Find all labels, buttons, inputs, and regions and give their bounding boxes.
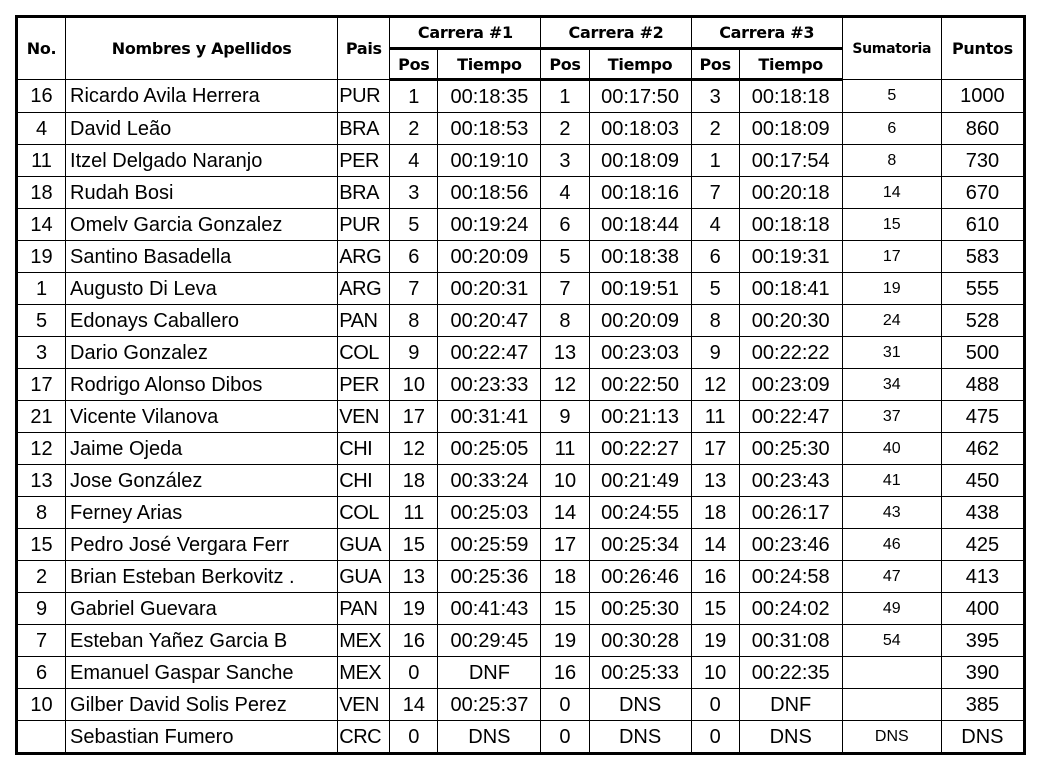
- header-points: Puntos: [941, 17, 1024, 80]
- cell-name: Esteban Yañez Garcia B: [66, 625, 338, 657]
- cell-race-1-pos: 5: [390, 209, 438, 241]
- cell-points: 400: [941, 593, 1024, 625]
- cell-race-1-pos: 13: [390, 561, 438, 593]
- cell-name: David Leão: [66, 113, 338, 145]
- cell-race-3-pos: 7: [691, 177, 739, 209]
- cell-no: 14: [17, 209, 66, 241]
- header-race-1: Carrera #1: [390, 17, 541, 49]
- header-no: No.: [17, 17, 66, 80]
- cell-race-3-pos: 10: [691, 657, 739, 689]
- cell-race-1-time: 00:25:36: [438, 561, 541, 593]
- cell-race-2-time: 00:18:44: [589, 209, 691, 241]
- cell-race-3-time: 00:23:09: [739, 369, 842, 401]
- cell-sum: 43: [842, 497, 941, 529]
- cell-race-2-time: 00:25:30: [589, 593, 691, 625]
- cell-country: MEX: [338, 657, 390, 689]
- cell-race-2-time: DNS: [589, 689, 691, 721]
- header-race-2: Carrera #2: [541, 17, 691, 49]
- header-name: Nombres y Apellidos: [66, 17, 338, 80]
- cell-race-1-pos: 3: [390, 177, 438, 209]
- cell-name: Emanuel Gaspar Sanche: [66, 657, 338, 689]
- cell-sum: 19: [842, 273, 941, 305]
- cell-race-2-pos: 3: [541, 145, 589, 177]
- cell-sum: 37: [842, 401, 941, 433]
- cell-name: Edonays Caballero: [66, 305, 338, 337]
- cell-points: 475: [941, 401, 1024, 433]
- cell-race-2-pos: 5: [541, 241, 589, 273]
- cell-race-3-pos: 0: [691, 721, 739, 754]
- table-row: [17, 561, 1025, 593]
- table-row: [17, 401, 1025, 433]
- cell-race-1-pos: 6: [390, 241, 438, 273]
- cell-race-1-time: 00:19:24: [438, 209, 541, 241]
- cell-race-3-time: 00:23:46: [739, 529, 842, 561]
- results-sheet: [15, 15, 1026, 755]
- cell-country: VEN: [338, 689, 390, 721]
- cell-race-3-time: 00:25:30: [739, 433, 842, 465]
- cell-race-1-pos: 18: [390, 465, 438, 497]
- table-row: [17, 593, 1025, 625]
- cell-race-3-time: 00:19:31: [739, 241, 842, 273]
- cell-name: Omelv Garcia Gonzalez: [66, 209, 338, 241]
- cell-sum: 8: [842, 145, 941, 177]
- cell-race-1-time: 00:25:59: [438, 529, 541, 561]
- header-race-1-pos: Pos: [390, 49, 438, 80]
- cell-country: CRC: [338, 721, 390, 754]
- cell-points: 583: [941, 241, 1024, 273]
- cell-name: Jose González: [66, 465, 338, 497]
- cell-race-2-pos: 19: [541, 625, 589, 657]
- cell-points: 500: [941, 337, 1024, 369]
- cell-country: PAN: [338, 593, 390, 625]
- table-row: [17, 241, 1025, 273]
- cell-race-1-pos: 14: [390, 689, 438, 721]
- cell-race-1-time: 00:18:35: [438, 80, 541, 113]
- cell-sum: 40: [842, 433, 941, 465]
- cell-race-3-time: 00:22:47: [739, 401, 842, 433]
- table-row: [17, 145, 1025, 177]
- cell-sum: 46: [842, 529, 941, 561]
- table-row: [17, 497, 1025, 529]
- cell-race-2-time: 00:19:51: [589, 273, 691, 305]
- cell-race-1-time: 00:25:05: [438, 433, 541, 465]
- cell-name: Rudah Bosi: [66, 177, 338, 209]
- cell-race-2-time: 00:18:38: [589, 241, 691, 273]
- cell-country: ARG: [338, 241, 390, 273]
- cell-name: Brian Esteban Berkovitz .: [66, 561, 338, 593]
- cell-race-3-pos: 18: [691, 497, 739, 529]
- cell-race-3-pos: 0: [691, 689, 739, 721]
- cell-points: 425: [941, 529, 1024, 561]
- cell-race-3-time: 00:31:08: [739, 625, 842, 657]
- cell-race-2-time: 00:22:27: [589, 433, 691, 465]
- cell-race-2-pos: 2: [541, 113, 589, 145]
- cell-sum: 49: [842, 593, 941, 625]
- cell-race-3-pos: 2: [691, 113, 739, 145]
- cell-race-3-time: 00:20:18: [739, 177, 842, 209]
- table-row: [17, 113, 1025, 145]
- table-row: [17, 80, 1025, 113]
- cell-race-3-pos: 4: [691, 209, 739, 241]
- cell-race-3-pos: 11: [691, 401, 739, 433]
- cell-sum: 14: [842, 177, 941, 209]
- table-row: [17, 369, 1025, 401]
- header-race-2-time: Tiempo: [589, 49, 691, 80]
- cell-no: 12: [17, 433, 66, 465]
- cell-race-1-time: 00:20:09: [438, 241, 541, 273]
- cell-sum: 6: [842, 113, 941, 145]
- cell-race-2-pos: 11: [541, 433, 589, 465]
- table-row: [17, 177, 1025, 209]
- cell-name: Dario Gonzalez: [66, 337, 338, 369]
- cell-race-3-pos: 12: [691, 369, 739, 401]
- cell-race-2-pos: 1: [541, 80, 589, 113]
- cell-name: Itzel Delgado Naranjo: [66, 145, 338, 177]
- table-row: [17, 465, 1025, 497]
- cell-race-3-pos: 3: [691, 80, 739, 113]
- table-row: [17, 337, 1025, 369]
- cell-race-2-pos: 9: [541, 401, 589, 433]
- cell-race-1-pos: 11: [390, 497, 438, 529]
- cell-race-3-pos: 15: [691, 593, 739, 625]
- cell-race-1-time: DNS: [438, 721, 541, 754]
- cell-race-2-time: 00:21:49: [589, 465, 691, 497]
- cell-race-1-pos: 2: [390, 113, 438, 145]
- cell-name: Augusto Di Leva: [66, 273, 338, 305]
- cell-race-1-pos: 10: [390, 369, 438, 401]
- cell-points: 438: [941, 497, 1024, 529]
- cell-race-1-time: 00:29:45: [438, 625, 541, 657]
- cell-race-1-time: 00:33:24: [438, 465, 541, 497]
- cell-no: 7: [17, 625, 66, 657]
- cell-name: Gilber David Solis Perez: [66, 689, 338, 721]
- cell-race-3-time: 00:18:41: [739, 273, 842, 305]
- cell-sum: [842, 689, 941, 721]
- cell-points: DNS: [941, 721, 1024, 754]
- table-body: [17, 80, 1025, 754]
- cell-race-3-time: DNS: [739, 721, 842, 754]
- cell-race-2-pos: 4: [541, 177, 589, 209]
- cell-name: Pedro José Vergara Ferr: [66, 529, 338, 561]
- cell-race-3-time: 00:18:18: [739, 209, 842, 241]
- cell-race-2-time: 00:26:46: [589, 561, 691, 593]
- cell-race-3-time: 00:23:43: [739, 465, 842, 497]
- cell-race-3-pos: 8: [691, 305, 739, 337]
- cell-country: ARG: [338, 273, 390, 305]
- cell-race-1-pos: 19: [390, 593, 438, 625]
- cell-race-3-pos: 16: [691, 561, 739, 593]
- cell-points: 1000: [941, 80, 1024, 113]
- header-race-1-time: Tiempo: [438, 49, 541, 80]
- cell-race-2-pos: 13: [541, 337, 589, 369]
- cell-race-1-time: 00:25:03: [438, 497, 541, 529]
- cell-race-3-pos: 13: [691, 465, 739, 497]
- cell-no: 18: [17, 177, 66, 209]
- cell-points: 488: [941, 369, 1024, 401]
- cell-sum: 15: [842, 209, 941, 241]
- cell-race-2-time: 00:22:50: [589, 369, 691, 401]
- cell-country: PER: [338, 369, 390, 401]
- cell-race-2-time: 00:17:50: [589, 80, 691, 113]
- cell-country: GUA: [338, 561, 390, 593]
- cell-race-3-time: 00:18:18: [739, 80, 842, 113]
- cell-points: 390: [941, 657, 1024, 689]
- cell-points: 413: [941, 561, 1024, 593]
- cell-race-3-time: 00:20:30: [739, 305, 842, 337]
- cell-race-2-pos: 12: [541, 369, 589, 401]
- cell-no: 11: [17, 145, 66, 177]
- cell-race-1-pos: 4: [390, 145, 438, 177]
- cell-race-3-pos: 6: [691, 241, 739, 273]
- cell-race-1-pos: 8: [390, 305, 438, 337]
- cell-points: 670: [941, 177, 1024, 209]
- cell-points: 860: [941, 113, 1024, 145]
- cell-sum: [842, 657, 941, 689]
- cell-race-1-pos: 0: [390, 721, 438, 754]
- table-row: [17, 433, 1025, 465]
- table-row: [17, 657, 1025, 689]
- cell-race-1-pos: 1: [390, 80, 438, 113]
- cell-name: Santino Basadella: [66, 241, 338, 273]
- cell-no: 15: [17, 529, 66, 561]
- cell-race-2-time: 00:18:09: [589, 145, 691, 177]
- cell-sum: 54: [842, 625, 941, 657]
- cell-sum: 41: [842, 465, 941, 497]
- table-row: [17, 529, 1025, 561]
- cell-no: 21: [17, 401, 66, 433]
- header-sum: Sumatoria: [842, 17, 941, 80]
- table-row: [17, 625, 1025, 657]
- cell-no: 10: [17, 689, 66, 721]
- cell-no: 16: [17, 80, 66, 113]
- cell-name: Vicente Vilanova: [66, 401, 338, 433]
- cell-race-1-pos: 15: [390, 529, 438, 561]
- cell-race-2-time: 00:25:33: [589, 657, 691, 689]
- cell-race-1-time: 00:18:56: [438, 177, 541, 209]
- cell-country: GUA: [338, 529, 390, 561]
- cell-no: 1: [17, 273, 66, 305]
- cell-points: 462: [941, 433, 1024, 465]
- cell-name: Jaime Ojeda: [66, 433, 338, 465]
- cell-race-2-pos: 14: [541, 497, 589, 529]
- cell-race-2-time: 00:30:28: [589, 625, 691, 657]
- header-race-3-time: Tiempo: [739, 49, 842, 80]
- cell-points: 730: [941, 145, 1024, 177]
- cell-race-3-pos: 17: [691, 433, 739, 465]
- header-race-3-pos: Pos: [691, 49, 739, 80]
- cell-race-3-time: 00:22:35: [739, 657, 842, 689]
- cell-race-1-time: 00:20:47: [438, 305, 541, 337]
- header-race-3: Carrera #3: [691, 17, 842, 49]
- cell-country: CHI: [338, 465, 390, 497]
- cell-race-2-time: 00:18:16: [589, 177, 691, 209]
- header-country: Pais: [338, 17, 390, 80]
- cell-no: 5: [17, 305, 66, 337]
- cell-sum: 34: [842, 369, 941, 401]
- race-results-table: [15, 15, 1026, 755]
- cell-no: 2: [17, 561, 66, 593]
- cell-race-2-pos: 15: [541, 593, 589, 625]
- cell-sum: 5: [842, 80, 941, 113]
- cell-race-2-pos: 6: [541, 209, 589, 241]
- cell-points: 555: [941, 273, 1024, 305]
- cell-race-3-pos: 19: [691, 625, 739, 657]
- table-row: [17, 721, 1025, 754]
- cell-sum: 31: [842, 337, 941, 369]
- cell-no: 8: [17, 497, 66, 529]
- cell-race-3-time: 00:18:09: [739, 113, 842, 145]
- cell-race-2-time: 00:25:34: [589, 529, 691, 561]
- table-header: [17, 17, 1025, 80]
- cell-race-3-time: 00:26:17: [739, 497, 842, 529]
- cell-points: 395: [941, 625, 1024, 657]
- cell-race-2-pos: 0: [541, 689, 589, 721]
- cell-race-1-time: 00:41:43: [438, 593, 541, 625]
- table-row: [17, 273, 1025, 305]
- cell-points: 528: [941, 305, 1024, 337]
- cell-race-2-time: 00:23:03: [589, 337, 691, 369]
- cell-no: 17: [17, 369, 66, 401]
- cell-race-3-pos: 14: [691, 529, 739, 561]
- cell-sum: 17: [842, 241, 941, 273]
- cell-race-3-pos: 1: [691, 145, 739, 177]
- cell-race-1-time: 00:25:37: [438, 689, 541, 721]
- cell-race-2-time: 00:21:13: [589, 401, 691, 433]
- table-row: [17, 305, 1025, 337]
- cell-race-3-time: 00:24:02: [739, 593, 842, 625]
- cell-race-2-time: 00:24:55: [589, 497, 691, 529]
- cell-race-3-pos: 9: [691, 337, 739, 369]
- cell-race-1-time: 00:23:33: [438, 369, 541, 401]
- cell-race-1-pos: 7: [390, 273, 438, 305]
- cell-race-2-pos: 18: [541, 561, 589, 593]
- cell-race-1-time: DNF: [438, 657, 541, 689]
- cell-country: PER: [338, 145, 390, 177]
- cell-race-1-pos: 9: [390, 337, 438, 369]
- table-row: [17, 209, 1025, 241]
- cell-race-1-time: 00:20:31: [438, 273, 541, 305]
- cell-race-3-time: 00:22:22: [739, 337, 842, 369]
- cell-no: 4: [17, 113, 66, 145]
- cell-no: [17, 721, 66, 754]
- cell-race-2-time: 00:20:09: [589, 305, 691, 337]
- cell-race-3-pos: 5: [691, 273, 739, 305]
- cell-country: BRA: [338, 113, 390, 145]
- cell-name: Rodrigo Alonso Dibos: [66, 369, 338, 401]
- cell-race-1-pos: 17: [390, 401, 438, 433]
- cell-race-3-time: DNF: [739, 689, 842, 721]
- cell-race-1-time: 00:19:10: [438, 145, 541, 177]
- cell-country: VEN: [338, 401, 390, 433]
- cell-no: 6: [17, 657, 66, 689]
- cell-name: Ricardo Avila Herrera: [66, 80, 338, 113]
- header-race-2-pos: Pos: [541, 49, 589, 80]
- cell-race-2-pos: 10: [541, 465, 589, 497]
- table-row: [17, 689, 1025, 721]
- cell-country: PUR: [338, 209, 390, 241]
- cell-country: COL: [338, 337, 390, 369]
- cell-race-1-time: 00:18:53: [438, 113, 541, 145]
- cell-name: Gabriel Guevara: [66, 593, 338, 625]
- cell-race-2-pos: 0: [541, 721, 589, 754]
- cell-race-1-pos: 12: [390, 433, 438, 465]
- cell-sum: 24: [842, 305, 941, 337]
- cell-no: 13: [17, 465, 66, 497]
- cell-sum: DNS: [842, 721, 941, 754]
- cell-country: BRA: [338, 177, 390, 209]
- cell-points: 450: [941, 465, 1024, 497]
- cell-name: Sebastian Fumero: [66, 721, 338, 754]
- cell-points: 610: [941, 209, 1024, 241]
- cell-country: PAN: [338, 305, 390, 337]
- cell-country: CHI: [338, 433, 390, 465]
- cell-country: MEX: [338, 625, 390, 657]
- cell-race-1-pos: 0: [390, 657, 438, 689]
- cell-no: 9: [17, 593, 66, 625]
- cell-country: COL: [338, 497, 390, 529]
- cell-sum: 47: [842, 561, 941, 593]
- header-row-top: [17, 17, 1025, 49]
- cell-race-2-pos: 7: [541, 273, 589, 305]
- cell-race-1-time: 00:22:47: [438, 337, 541, 369]
- cell-country: PUR: [338, 80, 390, 113]
- cell-points: 385: [941, 689, 1024, 721]
- cell-race-3-time: 00:17:54: [739, 145, 842, 177]
- cell-race-2-pos: 16: [541, 657, 589, 689]
- cell-name: Ferney Arias: [66, 497, 338, 529]
- cell-race-2-time: 00:18:03: [589, 113, 691, 145]
- cell-race-2-time: DNS: [589, 721, 691, 754]
- cell-race-2-pos: 17: [541, 529, 589, 561]
- cell-no: 3: [17, 337, 66, 369]
- cell-no: 19: [17, 241, 66, 273]
- cell-race-2-pos: 8: [541, 305, 589, 337]
- cell-race-1-time: 00:31:41: [438, 401, 541, 433]
- cell-race-3-time: 00:24:58: [739, 561, 842, 593]
- cell-race-1-pos: 16: [390, 625, 438, 657]
